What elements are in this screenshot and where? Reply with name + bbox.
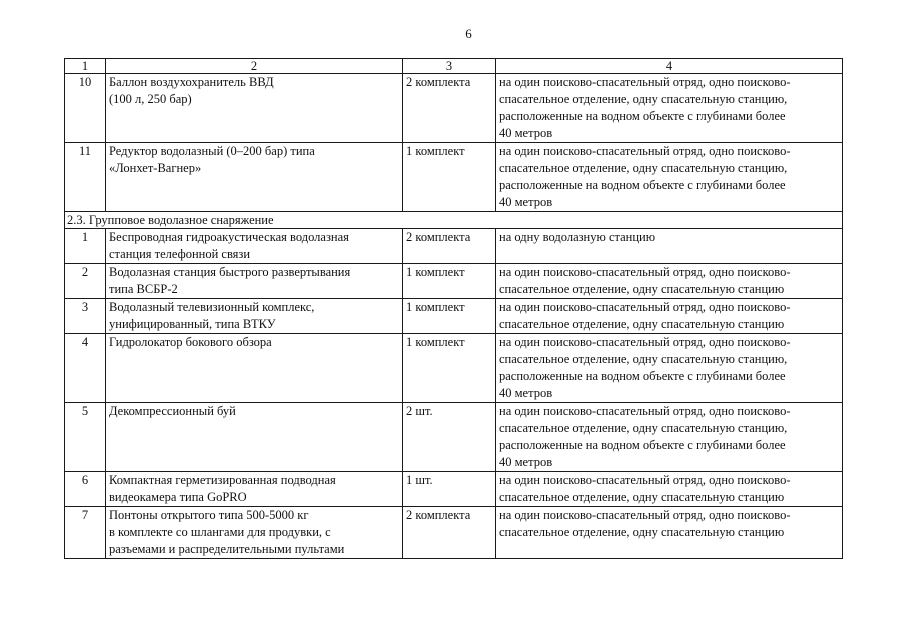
item-name: Беспроводная гидроакустическая водолазная станция телефонной связи (106, 229, 403, 264)
table-row (65, 74, 843, 143)
item-name: Компактная герметизированная подводная видеокамера типа GoPRO (106, 472, 403, 507)
row-number: 3 (65, 299, 106, 334)
equipment-table (64, 58, 843, 559)
item-note: на один поисково-спасательный отряд, одно поисково- спасательное отделение, одну спасательную станцию, расположенные на водном объекте с глубинами более 40 метров (496, 143, 843, 212)
row-number: 4 (65, 334, 106, 403)
item-quantity: 2 комплекта (403, 507, 496, 559)
item-quantity: 2 комплекта (403, 229, 496, 264)
item-note: на один поисково-спасательный отряд, одно поисково- спасательное отделение, одну спасательную станцию (496, 264, 843, 299)
item-name: Гидролокатор бокового обзора (106, 334, 403, 403)
row-number: 5 (65, 403, 106, 472)
item-name: Водолазный телевизионный комплекс, унифицированный, типа ВТКУ (106, 299, 403, 334)
item-name: Баллон воздухохранитель ВВД (100 л, 250 бар) (106, 74, 403, 143)
table-header-row (65, 59, 843, 74)
item-quantity: 1 шт. (403, 472, 496, 507)
item-name: Водолазная станция быстрого развертывания типа ВСБР-2 (106, 264, 403, 299)
item-note: на один поисково-спасательный отряд, одно поисково- спасательное отделение, одну спасательную станцию, расположенные на водном объекте с глубинами более 40 метров (496, 334, 843, 403)
table-row (65, 507, 843, 559)
item-quantity: 2 комплекта (403, 74, 496, 143)
item-note: на один поисково-спасательный отряд, одно поисково- спасательное отделение, одну спасательную станцию (496, 507, 843, 559)
column-header-name: 2 (106, 59, 403, 74)
table-row (65, 299, 843, 334)
row-number: 2 (65, 264, 106, 299)
item-quantity: 1 комплект (403, 299, 496, 334)
column-header-number: 1 (65, 59, 106, 74)
item-name: Редуктор водолазный (0–200 бар) типа «Лонхет-Вагнер» (106, 143, 403, 212)
row-number: 10 (65, 74, 106, 143)
table-row (65, 334, 843, 403)
section-title: 2.3. Групповое водолазное снаряжение (65, 212, 843, 229)
row-number: 1 (65, 229, 106, 264)
section-row (65, 212, 843, 229)
table-row (65, 264, 843, 299)
item-quantity: 2 шт. (403, 403, 496, 472)
column-header-note: 4 (496, 59, 843, 74)
item-name: Понтоны открытого типа 500-5000 кг в комплекте со шлангами для продувки, с разъемами и распределительными пультами (106, 507, 403, 559)
item-note: на один поисково-спасательный отряд, одно поисково- спасательное отделение, одну спасательную станцию (496, 299, 843, 334)
item-quantity: 1 комплект (403, 264, 496, 299)
item-note: на один поисково-спасательный отряд, одно поисково- спасательное отделение, одну спасательную станцию, расположенные на водном объекте с глубинами более 40 метров (496, 403, 843, 472)
table-row (65, 143, 843, 212)
column-header-quantity: 3 (403, 59, 496, 74)
item-note: на одну водолазную станцию (496, 229, 843, 264)
row-number: 11 (65, 143, 106, 212)
page-number: 6 (465, 26, 472, 41)
item-note: на один поисково-спасательный отряд, одно поисково- спасательное отделение, одну спасательную станцию (496, 472, 843, 507)
item-name: Декомпрессионный буй (106, 403, 403, 472)
item-quantity: 1 комплект (403, 334, 496, 403)
item-quantity: 1 комплект (403, 143, 496, 212)
table-row (65, 403, 843, 472)
table-row (65, 472, 843, 507)
item-note: на один поисково-спасательный отряд, одно поисково- спасательное отделение, одну спасательную станцию, расположенные на водном объекте с глубинами более 40 метров (496, 74, 843, 143)
row-number: 7 (65, 507, 106, 559)
row-number: 6 (65, 472, 106, 507)
table-row (65, 229, 843, 264)
